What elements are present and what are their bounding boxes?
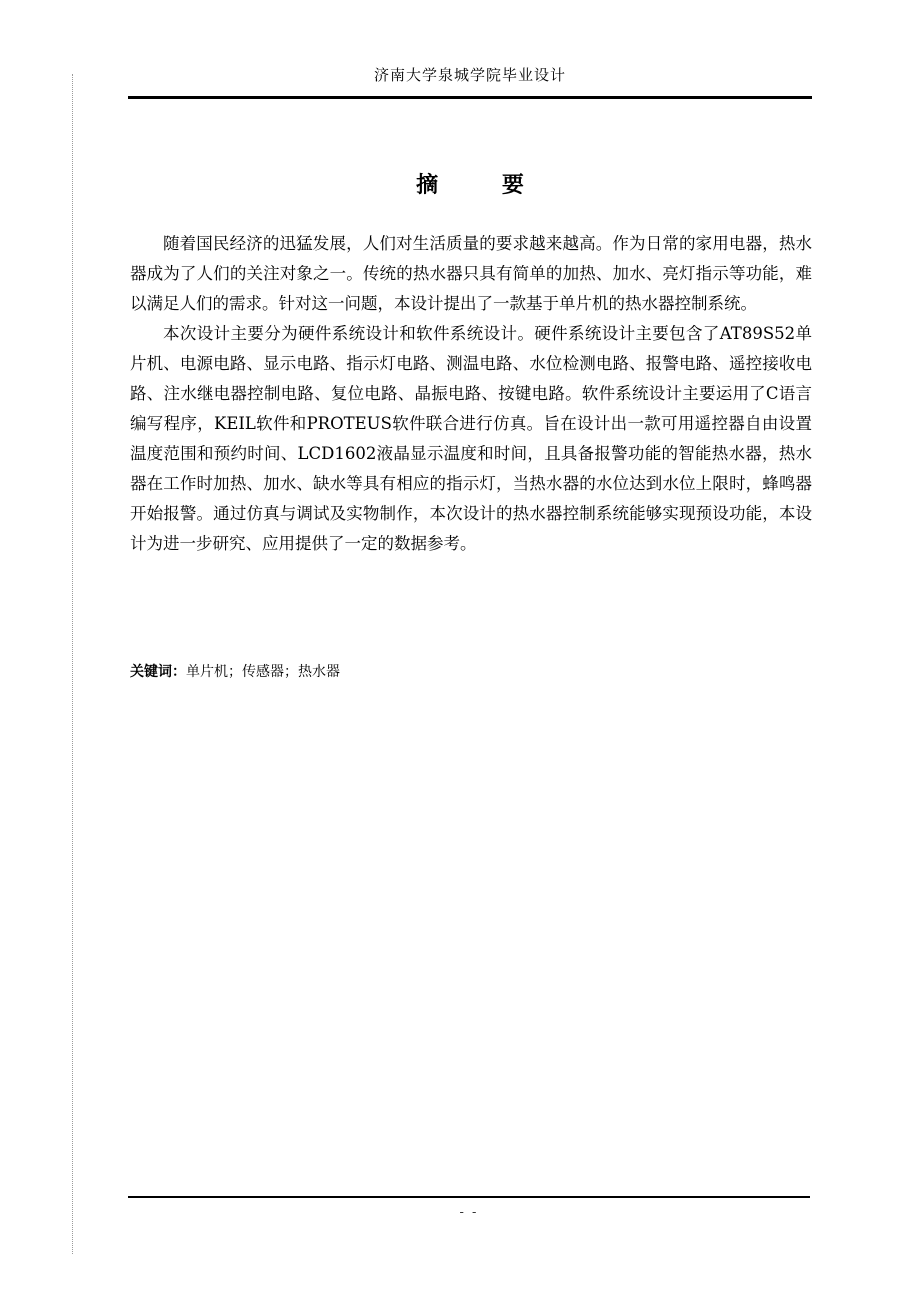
header-divider xyxy=(128,96,812,99)
keywords-label: 关键词： xyxy=(130,664,186,680)
abstract-body xyxy=(130,229,812,559)
page-header-title: 济南大学泉城学院毕业设计 xyxy=(373,66,566,84)
footer-divider xyxy=(128,1196,810,1198)
abstract-heading: 摘 要 xyxy=(416,172,552,198)
keywords-line xyxy=(130,661,340,683)
keywords-value: 单片机；传感器；热水器 xyxy=(186,664,340,680)
abstract-paragraph-1: 随着国民经济的迅猛发展，人们对生活质量的要求越来越高。作为日常的家用电器，热水器成为了人们的关注对象之一。传统的热水器只具有简单的加热、加水、亮灯指示等功能，难以满足人们的需求。针对这一问题，本设计提出了一款基于单片机的热水器控制系统。 xyxy=(130,234,812,313)
abstract-paragraph-2: 本次设计主要分为硬件系统设计和软件系统设计。硬件系统设计主要包含了AT89S52单片机、电源电路、显示电路、指示灯电路、测温电路、水位检测电路、报警电路、遥控接收电路、注水继电器控制电路、复位电路、晶振电路、按键电路。软件系统设计主要运用了C语言编写程序，KEIL软件和PROTEUS软件联合进行仿真。旨在设计出一款可用遥控器自由设置温度范围和预约时间、LCD1602液晶显示温度和时间，且具备报警功能的智能热水器，热水器在工作时加热、加水、缺水等具有相应的指示灯，当热水器的水位达到水位上限时，蜂鸣器开始报警。通过仿真与调试及实物制作，本次设计的热水器控制系统能够实现预设功能，本设计为进一步研究、应用提供了一定的数据参考。 xyxy=(130,324,812,553)
binding-margin-line xyxy=(72,74,73,1254)
page-number: - - xyxy=(459,1205,479,1220)
